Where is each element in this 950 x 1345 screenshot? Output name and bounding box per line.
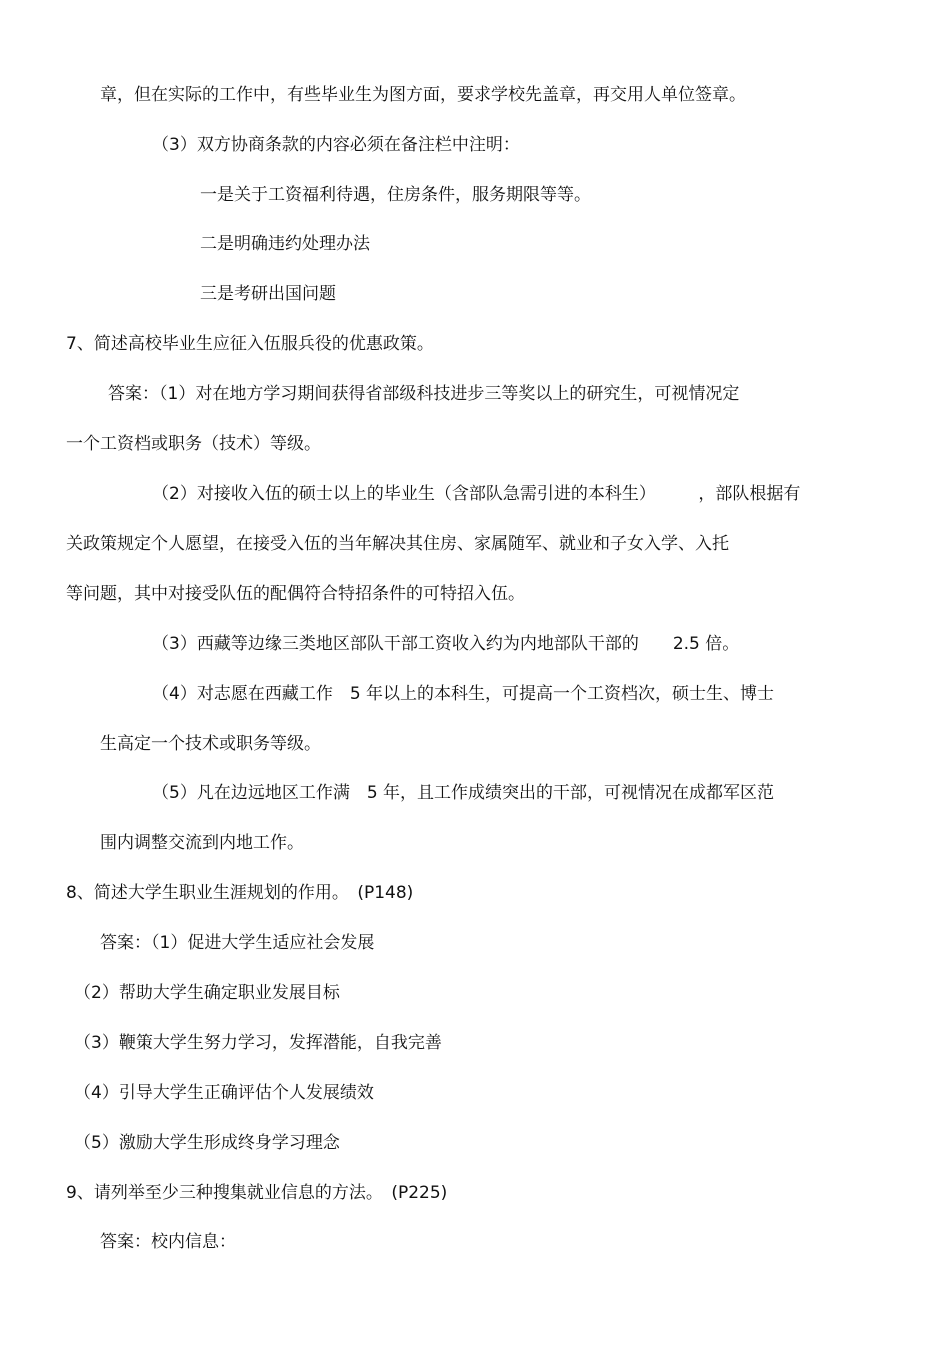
text-line: （4）对志愿在西藏工作 5 年以上的本科生，可提高一个工资档次，硕士生、博士: [152, 684, 775, 704]
text-line: （5）激励大学生形成终身学习理念: [74, 1133, 340, 1153]
question-heading: 8、简述大学生职业生涯规划的作用。 (P148): [66, 883, 414, 903]
text-line: 一是关于工资福利待遇，住房条件，服务期限等等。: [200, 185, 591, 205]
text-line: （2）对接收入伍的硕士以上的毕业生（含部队急需引进的本科生） ，部队根据有: [152, 484, 801, 504]
text-line: 答案：（1）对在地方学习期间获得省部级科技进步三等奖以上的研究生，可视情况定: [108, 384, 740, 404]
question-heading: 7、简述高校毕业生应征入伍服兵役的优惠政策。: [66, 334, 434, 354]
text-line: （3）鞭策大学生努力学习，发挥潜能，自我完善: [74, 1033, 442, 1053]
text-line: （2）帮助大学生确定职业发展目标: [74, 983, 340, 1003]
text-line: （3）双方协商条款的内容必须在备注栏中注明：: [152, 135, 520, 155]
text-line: 关政策规定个人愿望，在接受入伍的当年解决其住房、家属随军、就业和子女入学、入托: [66, 534, 729, 554]
text-line: 章，但在实际的工作中，有些毕业生为图方面，要求学校先盖章，再交用人单位签章。: [100, 85, 746, 105]
text-line: （5）凡在边远地区工作满 5 年，且工作成绩突出的干部，可视情况在成都军区范: [152, 783, 775, 803]
text-line: 答案：校内信息：: [100, 1232, 236, 1252]
text-line: 围内调整交流到内地工作。: [100, 833, 304, 853]
text-line: （3）西藏等边缘三类地区部队干部工资收入约为内地部队干部的 2.5 倍。: [152, 634, 740, 654]
text-line: 等问题，其中对接受队伍的配偶符合特招条件的可特招入伍。: [66, 584, 525, 604]
text-line: 答案：（1）促进大学生适应社会发展: [100, 933, 375, 953]
text-line: 生高定一个技术或职务等级。: [100, 734, 321, 754]
text-line: 三是考研出国问题: [200, 284, 336, 304]
text-line: （4）引导大学生正确评估个人发展绩效: [74, 1083, 374, 1103]
question-heading: 9、请列举至少三种搜集就业信息的方法。 (P225): [66, 1183, 448, 1203]
text-line: 一个工资档或职务（技术）等级。: [66, 434, 321, 454]
text-line: 二是明确违约处理办法: [200, 234, 370, 254]
